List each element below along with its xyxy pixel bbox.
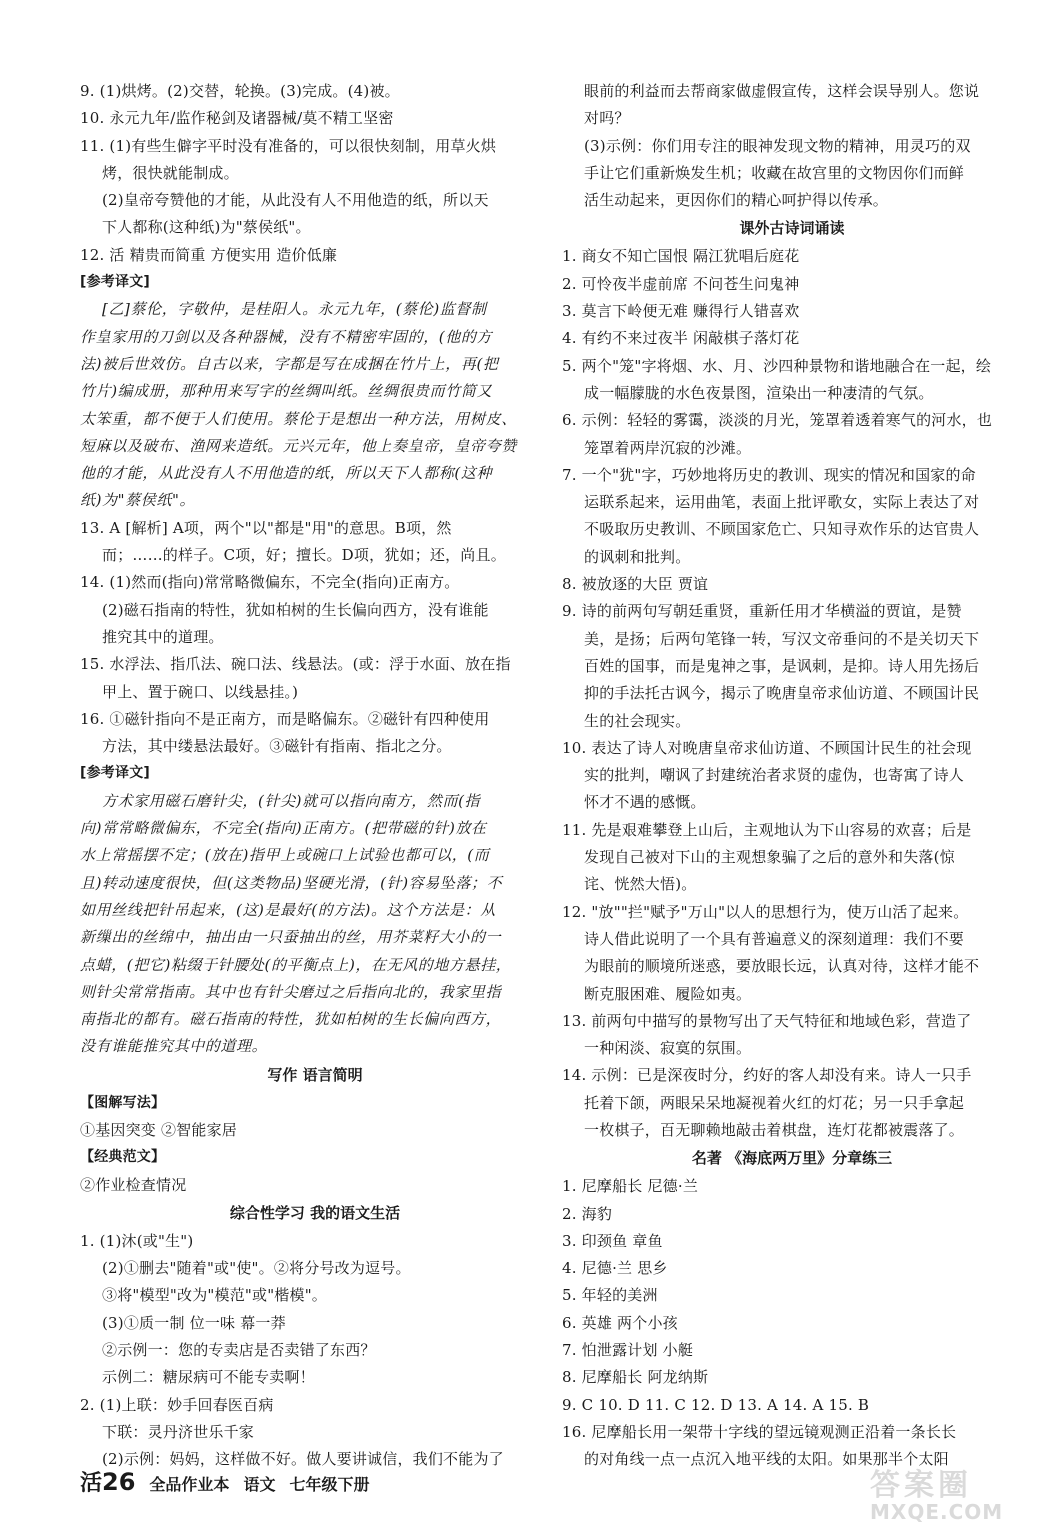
- answer-line: 不吸取历史教训、不顾国家危亡、只知寻欢作乐的达官贵人: [584, 520, 980, 539]
- right-column: [562, 78, 1022, 1474]
- answer-line: 为眼前的顺境所迷惑，要放眼长远，认真对待，这样才能不: [584, 957, 980, 976]
- answer-line: (2)示例：妈妈，这样做不好。做人要讲诚信，我们不能为了: [102, 1450, 504, 1469]
- answer-line: 10. 表达了诗人对晚唐皇帝求仙访道、不顾国计民生的社会现: [562, 738, 972, 757]
- translation-line: 他的才能，从此没有人不用他造的纸，所以天下人都称(这种: [80, 464, 493, 483]
- answer-line: (2)磁石指南的特性，犹如柏树的生长偏向西方，没有谁能: [102, 600, 489, 619]
- translation-line: 竹片)编成册，那种用来写字的丝绸叫纸。丝绸很贵而竹简又: [80, 382, 493, 401]
- answer-line: 8. 被放逐的大臣 贾谊: [562, 575, 709, 594]
- answer-line: 5. 年轻的美洲: [562, 1286, 658, 1305]
- page-number: 活26: [80, 1468, 136, 1496]
- translation-line: 没有谁能推究其中的道理。: [80, 1037, 268, 1056]
- answer-line: 甲上、置于碗口、以线悬挂。): [102, 682, 299, 701]
- section-heading: 课外古诗词诵读: [739, 219, 845, 238]
- answer-line: 对吗？: [584, 109, 630, 128]
- translation-line: 水上常摇摆不定；(放在)指甲上或碗口上试验也都可以，(而: [80, 846, 490, 865]
- answer-line: 11. 先是艰难攀登上山后，主观地认为下山容易的欢喜；后是: [562, 820, 972, 839]
- answer-line: 的讽刺和批判。: [584, 547, 691, 566]
- translation-line: 如用丝线把针吊起来，(这)是最好(的方法)。这个方法是：从: [80, 900, 496, 919]
- reference-translation: [80, 296, 550, 514]
- label-heading: [参考译文]: [80, 274, 150, 291]
- label-heading: 【图解写法】: [80, 1094, 166, 1111]
- grade-label: 七年级下册: [289, 1475, 370, 1494]
- answer-line: 16. ①磁针指向不是正南方，而是略偏东。②磁针有四种使用: [80, 709, 490, 728]
- answer-line: 生的社会现实。: [584, 711, 691, 730]
- answer-line: 11. (1)有些生僻字平时没有准备的，可以很快刻制，用草火烘: [80, 136, 497, 155]
- answer-line: 烤，很快就能制成。: [102, 163, 239, 182]
- answer-line: (2)皇帝夸赞他的才能，从此没有人不用他造的纸，所以天: [102, 191, 489, 210]
- label-heading: 【经典范文】: [80, 1149, 166, 1166]
- label-heading: [参考译文]: [80, 765, 150, 782]
- section-heading: 名著 《海底两万里》分章练三: [691, 1149, 893, 1168]
- answer-line: 12. "放""拦"赋予"万山"以人的思想行为，使万山活了起来。: [562, 902, 969, 921]
- answer-line: 发现自己被对下山的主观想象骗了之后的意外和失落(惊: [584, 848, 955, 867]
- translation-line: 作皇家用的刀剑以及各种器械，没有不精密牢固的，(他的方: [80, 327, 493, 346]
- translation-line: 点蜡，(把它)粘缀于针腰处(的平衡点上)，在无风的地方悬挂，: [80, 955, 512, 974]
- answer-line: 6. 示例：轻轻的雾霭，淡淡的月光，笼罩着透着寒气的河水，也: [562, 411, 993, 430]
- answer-line: 百姓的国事，而是鬼神之事，是讽刺，是抑。诗人用先扬后: [584, 656, 980, 675]
- answer-line: 2. (1)上联：妙手回春医百病: [80, 1395, 274, 1414]
- answer-line: 4. 有约不来过夜半 闲敲棋子落灯花: [562, 329, 800, 348]
- section-heading: 写作 语言简明: [267, 1065, 363, 1084]
- answer-line: (2)①删去"随着"或"使"。②将分号改为逗号。: [102, 1259, 411, 1278]
- answer-line: 推究其中的道理。: [102, 627, 224, 646]
- answer-line: 眼前的利益而去帮商家做虚假宣传，这样会误导别人。您说: [584, 82, 980, 100]
- translation-line: 短麻以及破布、渔网来造纸。元兴元年，他上奏皇帝，皇帝夸赞: [80, 436, 517, 455]
- watermark-logo: [870, 1460, 1040, 1530]
- answer-line: 15. 水浮法、指爪法、碗口法、线悬法。(或：浮于水面、放在指: [80, 655, 511, 674]
- translation-line: [乙]蔡伦，字敬仲，是桂阳人。永元九年，(蔡伦)监督制: [102, 300, 487, 319]
- translation-line: 则针尖常常指南。其中也有针尖磨过之后指向北的，我家里指: [80, 982, 502, 1001]
- answer-line: 9. C 10. D 11. C 12. D 13. A 14. A 15. B: [562, 1395, 870, 1414]
- answer-line: 手让它们重新焕发生机；收藏在故宫里的文物因你们而鲜: [584, 163, 965, 182]
- answer-line: 方法，其中缕悬法最好。③磁针有指南、指北之分。: [102, 737, 452, 756]
- answer-line: 6. 英雄 两个小孩: [562, 1313, 678, 1332]
- answer-line: 16. 尼摩船长用一架带十字线的望远镜观测正沿着一条长长: [562, 1422, 957, 1441]
- answer-line: 9. 诗的前两句写朝廷重贤，重新任用才华横溢的贾谊，是赞: [562, 602, 962, 621]
- answer-line: 1. (1)沐(或"生"): [80, 1231, 194, 1250]
- answer-line: 3. 莫言下岭便无难 赚得行人错喜欢: [562, 302, 800, 321]
- answer-line: 示例二：糖尿病可不能专卖啊！: [102, 1368, 315, 1387]
- answer-line: 9. (1)烘烤。(2)交替，轮换。(3)完成。(4)被。: [80, 82, 400, 100]
- answer-line: 诧、恍然大悟)。: [584, 875, 697, 894]
- answer-line: 2. 海豹: [562, 1204, 613, 1223]
- answer-line: ①基因突变 ②智能家居: [80, 1120, 237, 1139]
- watermark-text-bottom: MXQE.COM: [870, 1500, 1004, 1524]
- answer-line: 诗人借此说明了一个具有普遍意义的深刻道理：我们不要: [584, 929, 965, 948]
- answer-line: 5. 两个"笼"字将烟、水、月、沙四种景物和谐地融合在一起，绘: [562, 356, 992, 375]
- answer-line: 2. 可怜夜半虚前席 不问苍生问鬼神: [562, 274, 800, 293]
- left-column: [80, 78, 550, 1474]
- section-heading: 综合性学习 我的语文生活: [229, 1203, 401, 1222]
- page-footer: [80, 1466, 369, 1497]
- answer-line: 13. A [解析] A项，两个"以"都是"用"的意思。B项，然: [80, 518, 452, 537]
- answer-line: 怀才不遇的感慨。: [584, 793, 706, 812]
- reference-translation: [80, 788, 550, 1061]
- translation-line: 向)常常略微偏东，不完全(指向)正南方。(把带磁的针)放在: [80, 819, 487, 838]
- watermark-text-top: 答案圈: [870, 1468, 972, 1503]
- answer-line: 4. 尼德·兰 思乡: [562, 1259, 668, 1278]
- answer-line: ③将"模型"改为"模范"或"楷模"。: [102, 1286, 327, 1305]
- answer-line: 8. 尼摩船长 阿龙纳斯: [562, 1368, 709, 1387]
- answer-line: 1. 商女不知亡国恨 隔江犹唱后庭花: [562, 247, 800, 266]
- answer-line: 实的批判，嘲讽了封建统治者求贤的虚伪，也寄寓了诗人: [584, 766, 965, 785]
- translation-line: 方术家用磁石磨针尖，(针尖)就可以指向南方，然而(指: [102, 791, 481, 810]
- answer-line: 12. 活 精贵而简重 方便实用 造价低廉: [80, 245, 338, 264]
- answer-line: 3. 印颈鱼 章鱼: [562, 1231, 663, 1250]
- book-title: 全品作业本: [149, 1475, 230, 1494]
- answer-line: 7. 怕泄露计划 小艇: [562, 1341, 694, 1360]
- answer-line: 14. 示例：已是深夜时分，约好的客人却没有来。诗人一只手: [562, 1066, 972, 1085]
- answer-line: 断克服困难、履险如夷。: [584, 984, 752, 1003]
- answer-line: ②作业检查情况: [80, 1175, 187, 1194]
- translation-line: 新缫出的丝绵中，抽出由一只蚕抽出的丝，用芥菜籽大小的一: [80, 928, 502, 947]
- answer-line: 成一幅朦胧的水色夜景图，渲染出一种凄清的气氛。: [584, 383, 934, 402]
- answer-line: 14. (1)然而(指向)常常略微偏东，不完全(指向)正南方。: [80, 573, 460, 592]
- answer-line: ②示例一：您的专卖店是否卖错了东西？: [102, 1341, 376, 1360]
- answer-line: 下联：灵丹济世乐千家: [102, 1422, 255, 1441]
- answer-line: 1. 尼摩船长 尼德·兰: [562, 1177, 699, 1196]
- answer-line: 下人都称(这种纸)为"蔡侯纸"。: [102, 218, 311, 237]
- answer-line: 的对角线一点一点沉入地平线的太阳。如果那半个太阳: [584, 1450, 949, 1469]
- answer-line: 一枚棋子，百无聊赖地敲击着棋盘，连灯花都被震落了。: [584, 1120, 965, 1139]
- translation-line: 法)被后世效仿。自古以来，字都是写在成捆在竹片上，再(把: [80, 354, 499, 373]
- translation-line: 纸)为"蔡侯纸"。: [80, 491, 196, 510]
- translation-line: 太笨重，都不便于人们使用。蔡伦于是想出一种方法，用树皮、: [80, 409, 517, 428]
- answer-line: 运联系起来，运用曲笔，表面上批评歌女，实际上表达了对: [584, 493, 980, 512]
- answer-line: 抑的手法托古讽今，揭示了晚唐皇帝求仙访道、不顾国计民: [584, 684, 980, 703]
- answer-line: 10. 永元九年/监作秘剑及诸器械/莫不精工坚密: [80, 109, 394, 128]
- answer-line: 7. 一个"犹"字，巧妙地将历史的教训、现实的情况和国家的命: [562, 465, 976, 484]
- translation-line: 南指北的都有。磁石指南的特性，犹如柏树的生长偏向西方，: [80, 1010, 502, 1029]
- answer-line: (3)①质一制 位一味 幕一莽: [102, 1313, 286, 1332]
- subject-label: 语文: [243, 1475, 276, 1494]
- answer-line: 而；……的样子。C项，好；擅长。D项，犹如；还，尚且。: [102, 546, 506, 565]
- answer-line: 托着下颌，两眼呆呆地凝视着火红的灯花；另一只手拿起: [584, 1093, 965, 1112]
- answer-line: (3)示例：你们用专注的眼神发现文物的精神，用灵巧的双: [584, 136, 971, 155]
- answer-line: 活生动起来，更因你们的精心呵护得以传承。: [584, 191, 889, 210]
- answer-line: 笼罩着两岸沉寂的沙滩。: [584, 438, 752, 457]
- answer-line: 13. 前两句中描写的景物写出了天气特征和地域色彩，营造了: [562, 1011, 972, 1030]
- translation-line: 且)转动速度很快，但(这类物品)坚硬光滑，(针)容易坠落；不: [80, 873, 503, 892]
- answer-line: 美，是扬；后两句笔锋一转，写汉文帝垂问的不是关切天下: [584, 629, 980, 648]
- answer-line: 一种闲淡、寂寞的氛围。: [584, 1039, 752, 1058]
